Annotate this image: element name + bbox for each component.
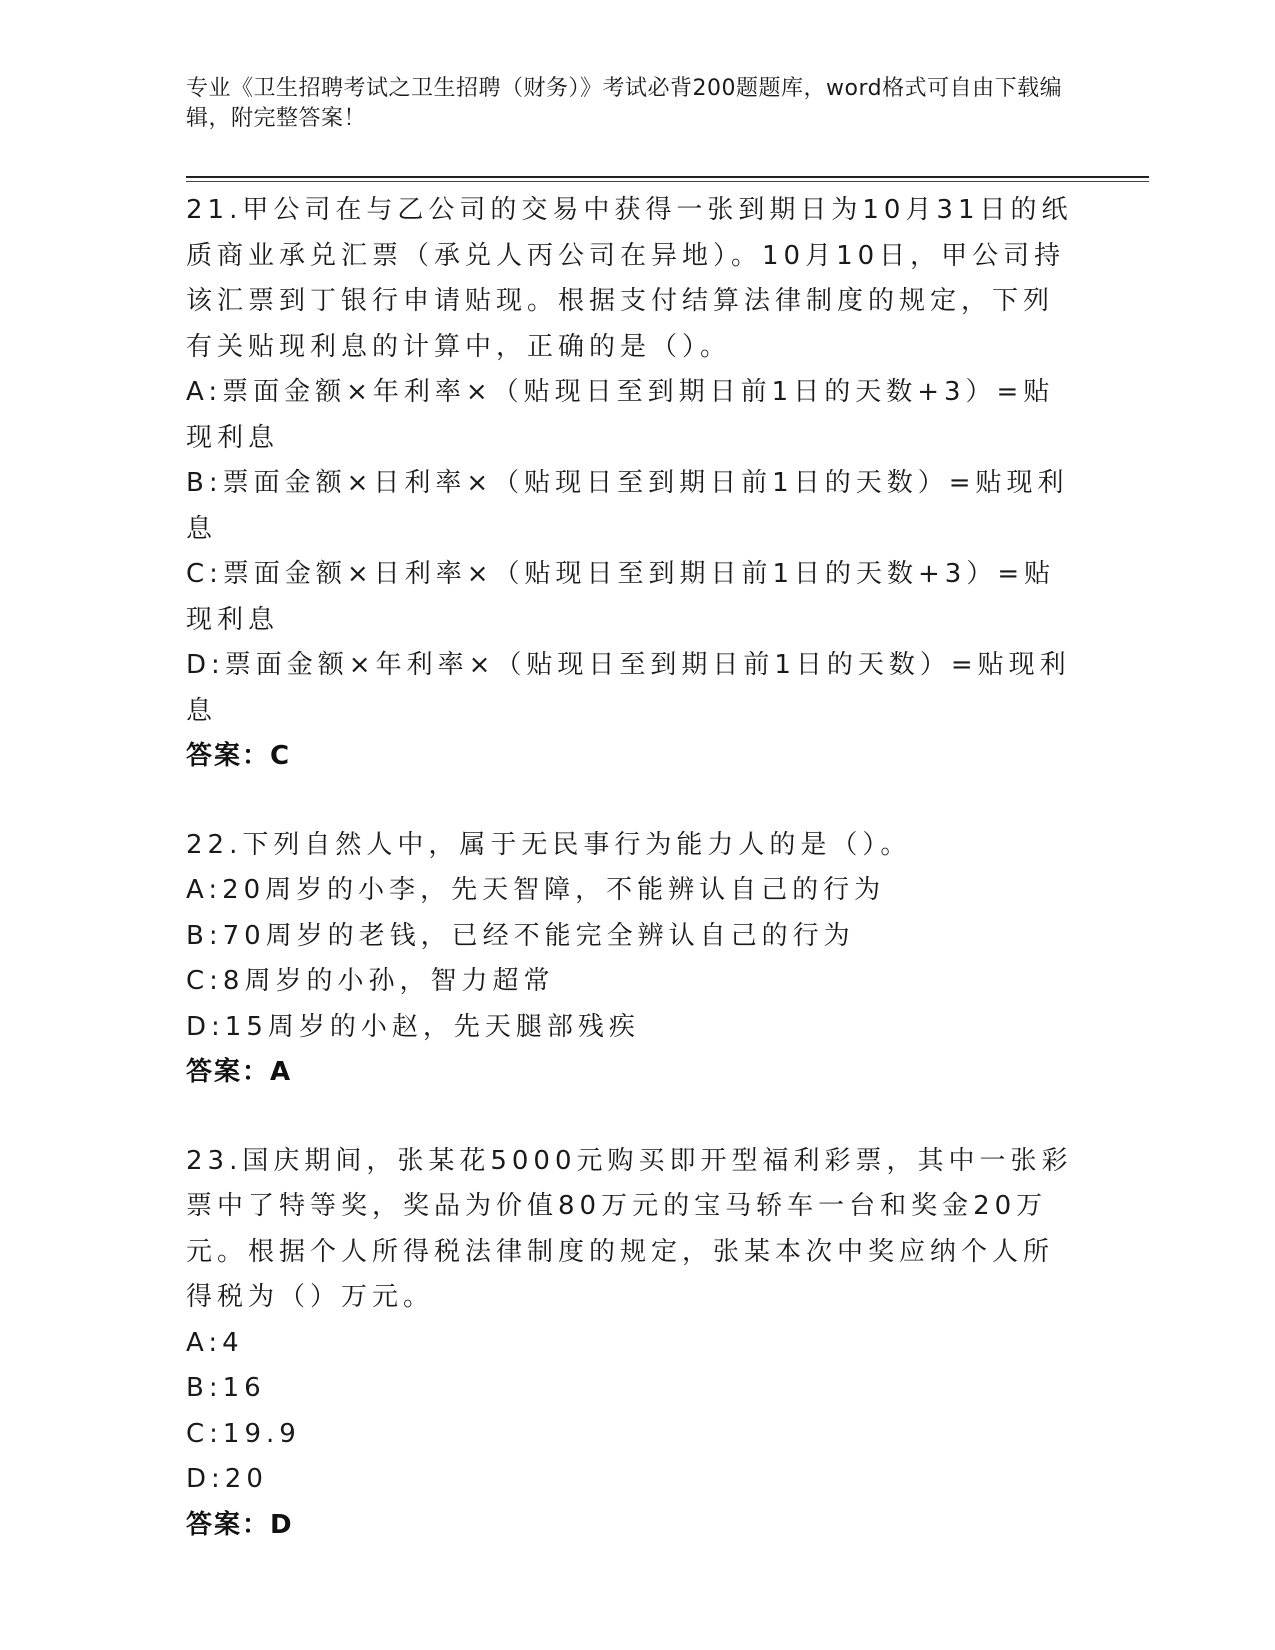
option-d: D:20: [186, 1464, 268, 1494]
option-c: C:8周岁的小孙，智力超常: [186, 966, 555, 996]
option-a: A:票面金额×年利率×（贴现日至到期日前1日的天数+3）=贴现利息: [186, 377, 1055, 453]
question-22: [186, 823, 1076, 1096]
header-divider-thick: [186, 176, 1149, 178]
option-b: B:16: [186, 1373, 266, 1403]
question-21: [186, 188, 1076, 780]
answer-line: 答案：C: [186, 741, 292, 771]
option-c: C:票面金额×日利率×（贴现日至到期日前1日的天数+3）=贴现利息: [186, 559, 1056, 635]
question-spacer: [186, 1096, 1076, 1139]
question-23: [186, 1139, 1076, 1549]
document-header: 专业《卫生招聘考试之卫生招聘（财务）》考试必背200题题库，word格式可自由下载编辑，附完整答案！: [186, 76, 1063, 131]
question-list: [186, 188, 1076, 1548]
option-a: A:4: [186, 1327, 244, 1358]
option-d: D:票面金额×年利率×（贴现日至到期日前1日的天数）=贴现利息: [186, 650, 1071, 726]
option-c: C:19.9: [186, 1418, 301, 1449]
question-stem: 21.甲公司在与乙公司的交易中获得一张到期日为10月31日的纸质商业承兑汇票（承兑人丙公司在异地）。10月10日，甲公司持该汇票到丁银行申请贴现。根据支付结算法律制度的规定，下列有关贴现利息的计算中，正确的是（）。: [186, 195, 1073, 362]
question-spacer: [186, 780, 1076, 823]
header-divider-thin: [186, 181, 1149, 182]
question-stem: 22.下列自然人中，属于无民事行为能力人的是（）。: [186, 829, 912, 860]
option-a: A:20周岁的小李，先天智障，不能辨认自己的行为: [186, 875, 886, 905]
answer-line: 答案：D: [186, 1509, 294, 1540]
answer-line: 答案：A: [186, 1057, 293, 1087]
option-b: B:票面金额×日利率×（贴现日至到期日前1日的天数）=贴现利息: [186, 468, 1069, 544]
question-stem: 23.国庆期间，张某花5000元购买即开型福利彩票，其中一张彩票中了特等奖，奖品为价值80万元的宝马轿车一台和奖金20万元。根据个人所得税法律制度的规定，张某本次中奖应纳个人所得税为（）万元。: [186, 1145, 1073, 1312]
option-b: B:70周岁的老钱，已经不能完全辨认自己的行为: [186, 920, 855, 951]
option-d: D:15周岁的小赵，先天腿部残疾: [186, 1011, 640, 1042]
